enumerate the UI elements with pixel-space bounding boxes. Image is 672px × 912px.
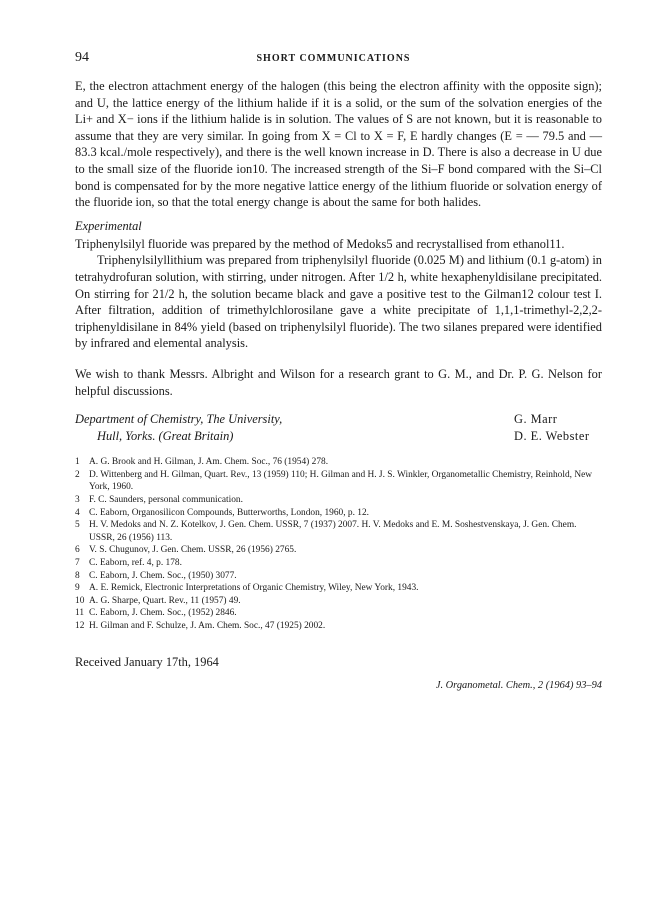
reference-list: [75, 456, 602, 632]
intro-paragraph: E, the electron attachment energy of the halogen (this being the electron affinity with the opposite sign); and U, the lattice energy of the lithium halide if it is a solid, or the sum of the solvation energies of the Li+ and X− ions if the lithium halide is in solution. The values of S are not known, but it is reasonable to assume that they are very similar. In going from X = Cl to X = F, E hardly changes (E = — 79.5 and — 83.3 kcal./mole respectively), and there is the well known increase in D. There is also a decrease in U due to the small size of the fluoride ion10. The increased strength of the Si–F bond compared with the Si–Cl bond is compensated for by the more negative lattice energy of the lithium fluoride or solvation energy of the fluoride ion, so that the total energy change is about the same for both halides.: [75, 79, 602, 210]
reference-number: 9: [75, 583, 80, 594]
reference-number: 4: [75, 507, 80, 518]
reference-item: [75, 519, 602, 544]
reference-item: [75, 544, 602, 557]
reference-item: [75, 557, 602, 570]
reference-item: [75, 570, 602, 583]
authors: [514, 411, 602, 444]
reference-text: C. Eaborn, J. Chem. Soc., (1952) 2846.: [89, 608, 237, 619]
reference-text: C. Eaborn, Organosilicon Compounds, Butterworths, London, 1960, p. 12.: [89, 507, 370, 518]
acknowledgement: We wish to thank Messrs. Albright and Wilson for a research grant to G. M., and Dr. P. G. Nelson for helpful discussions.: [75, 366, 602, 398]
experimental-paragraph-1: Triphenylsilyl fluoride was prepared by the method of Medoks5 and recrystallised from ethanol11.: [75, 236, 565, 251]
author-2: D. E. Webster: [514, 428, 590, 443]
section-heading-experimental: Experimental: [75, 218, 142, 233]
reference-item: [75, 469, 602, 494]
paper-page: [75, 50, 602, 691]
reference-text: A. G. Brook and H. Gilman, J. Am. Chem. Soc., 76 (1954) 278.: [89, 457, 329, 468]
reference-item: [75, 507, 602, 520]
reference-number: 10: [75, 595, 85, 606]
reference-number: 7: [75, 558, 80, 569]
affiliation-line-1: Department of Chemistry, The University,: [75, 412, 283, 427]
reference-number: 8: [75, 570, 80, 581]
reference-text: C. Eaborn, ref. 4, p. 178.: [89, 558, 182, 569]
reference-text: A. G. Sharpe, Quart. Rev., 11 (1957) 49.: [89, 595, 241, 606]
page-header: [75, 50, 602, 70]
reference-text: V. S. Chugunov, J. Gen. Chem. USSR, 26 (1956) 2765.: [89, 545, 297, 556]
reference-text: D. Wittenberg and H. Gilman, Quart. Rev., 13 (1959) 110; H. Gilman and H. J. S. Winkler, Organometallic Chemistry, Reinhold, New York, 1960.: [89, 469, 593, 493]
reference-text: H. Gilman and F. Schulze, J. Am. Chem. Soc., 47 (1925) 2002.: [89, 621, 326, 631]
reference-number: 1: [75, 457, 80, 468]
signature-block: [75, 411, 602, 444]
page-number: 94: [75, 50, 89, 65]
running-title: SHORT COMMUNICATIONS: [256, 53, 411, 64]
reference-number: 2: [75, 469, 80, 480]
reference-number: 11: [75, 608, 85, 619]
reference-text: F. C. Saunders, personal communication.: [89, 495, 243, 506]
reference-item: [75, 607, 602, 620]
author-1: G. Marr: [514, 412, 558, 427]
reference-number: 12: [75, 621, 85, 631]
affiliation: [75, 411, 282, 444]
reference-number: 3: [75, 495, 80, 506]
reference-item: [75, 595, 602, 608]
reference-item: [75, 456, 602, 469]
reference-item: [75, 582, 602, 595]
received-date: Received January 17th, 1964: [75, 654, 219, 669]
reference-number: 6: [75, 545, 80, 556]
reference-item: [75, 494, 602, 507]
reference-item: [75, 620, 602, 633]
reference-text: A. E. Remick, Electronic Interpretations of Organic Chemistry, Wiley, New York, 1943.: [89, 583, 419, 594]
journal-citation: J. Organometal. Chem., 2 (1964) 93–94: [435, 679, 602, 691]
experimental-paragraph-2: Triphenylsilyllithium was prepared from triphenylsilyl fluoride (0.025 M) and lithium (0.1 g-atom) in tetrahydrofuran solution, with stirring, under nitrogen. After 1/2 h, white hexaphenyldisilane precipitated. On stirring for 21/2 h, the solution became black and gave a positive test to the Gilman12 colour test I. After filtration, addition of trimethylchlorosilane gave a white precipitate of 1,1,1-trimethyl-2,2,2-triphenyldisilane in 84% yield (based on triphenylsilyl fluoride). The two silanes prepared were identified by infrared and elemental analysis.: [75, 253, 602, 351]
affiliation-line-2: Hull, Yorks. (Great Britain): [97, 428, 234, 443]
reference-number: 5: [75, 520, 80, 531]
reference-text: H. V. Medoks and N. Z. Kotelkov, J. Gen. Chem. USSR, 7 (1937) 2007. H. V. Medoks and E. M. Soshestvenskaya, J. Gen. Chem. USSR, 26 (1956) 113.: [89, 520, 577, 543]
reference-text: C. Eaborn, J. Chem. Soc., (1950) 3077.: [89, 570, 237, 581]
